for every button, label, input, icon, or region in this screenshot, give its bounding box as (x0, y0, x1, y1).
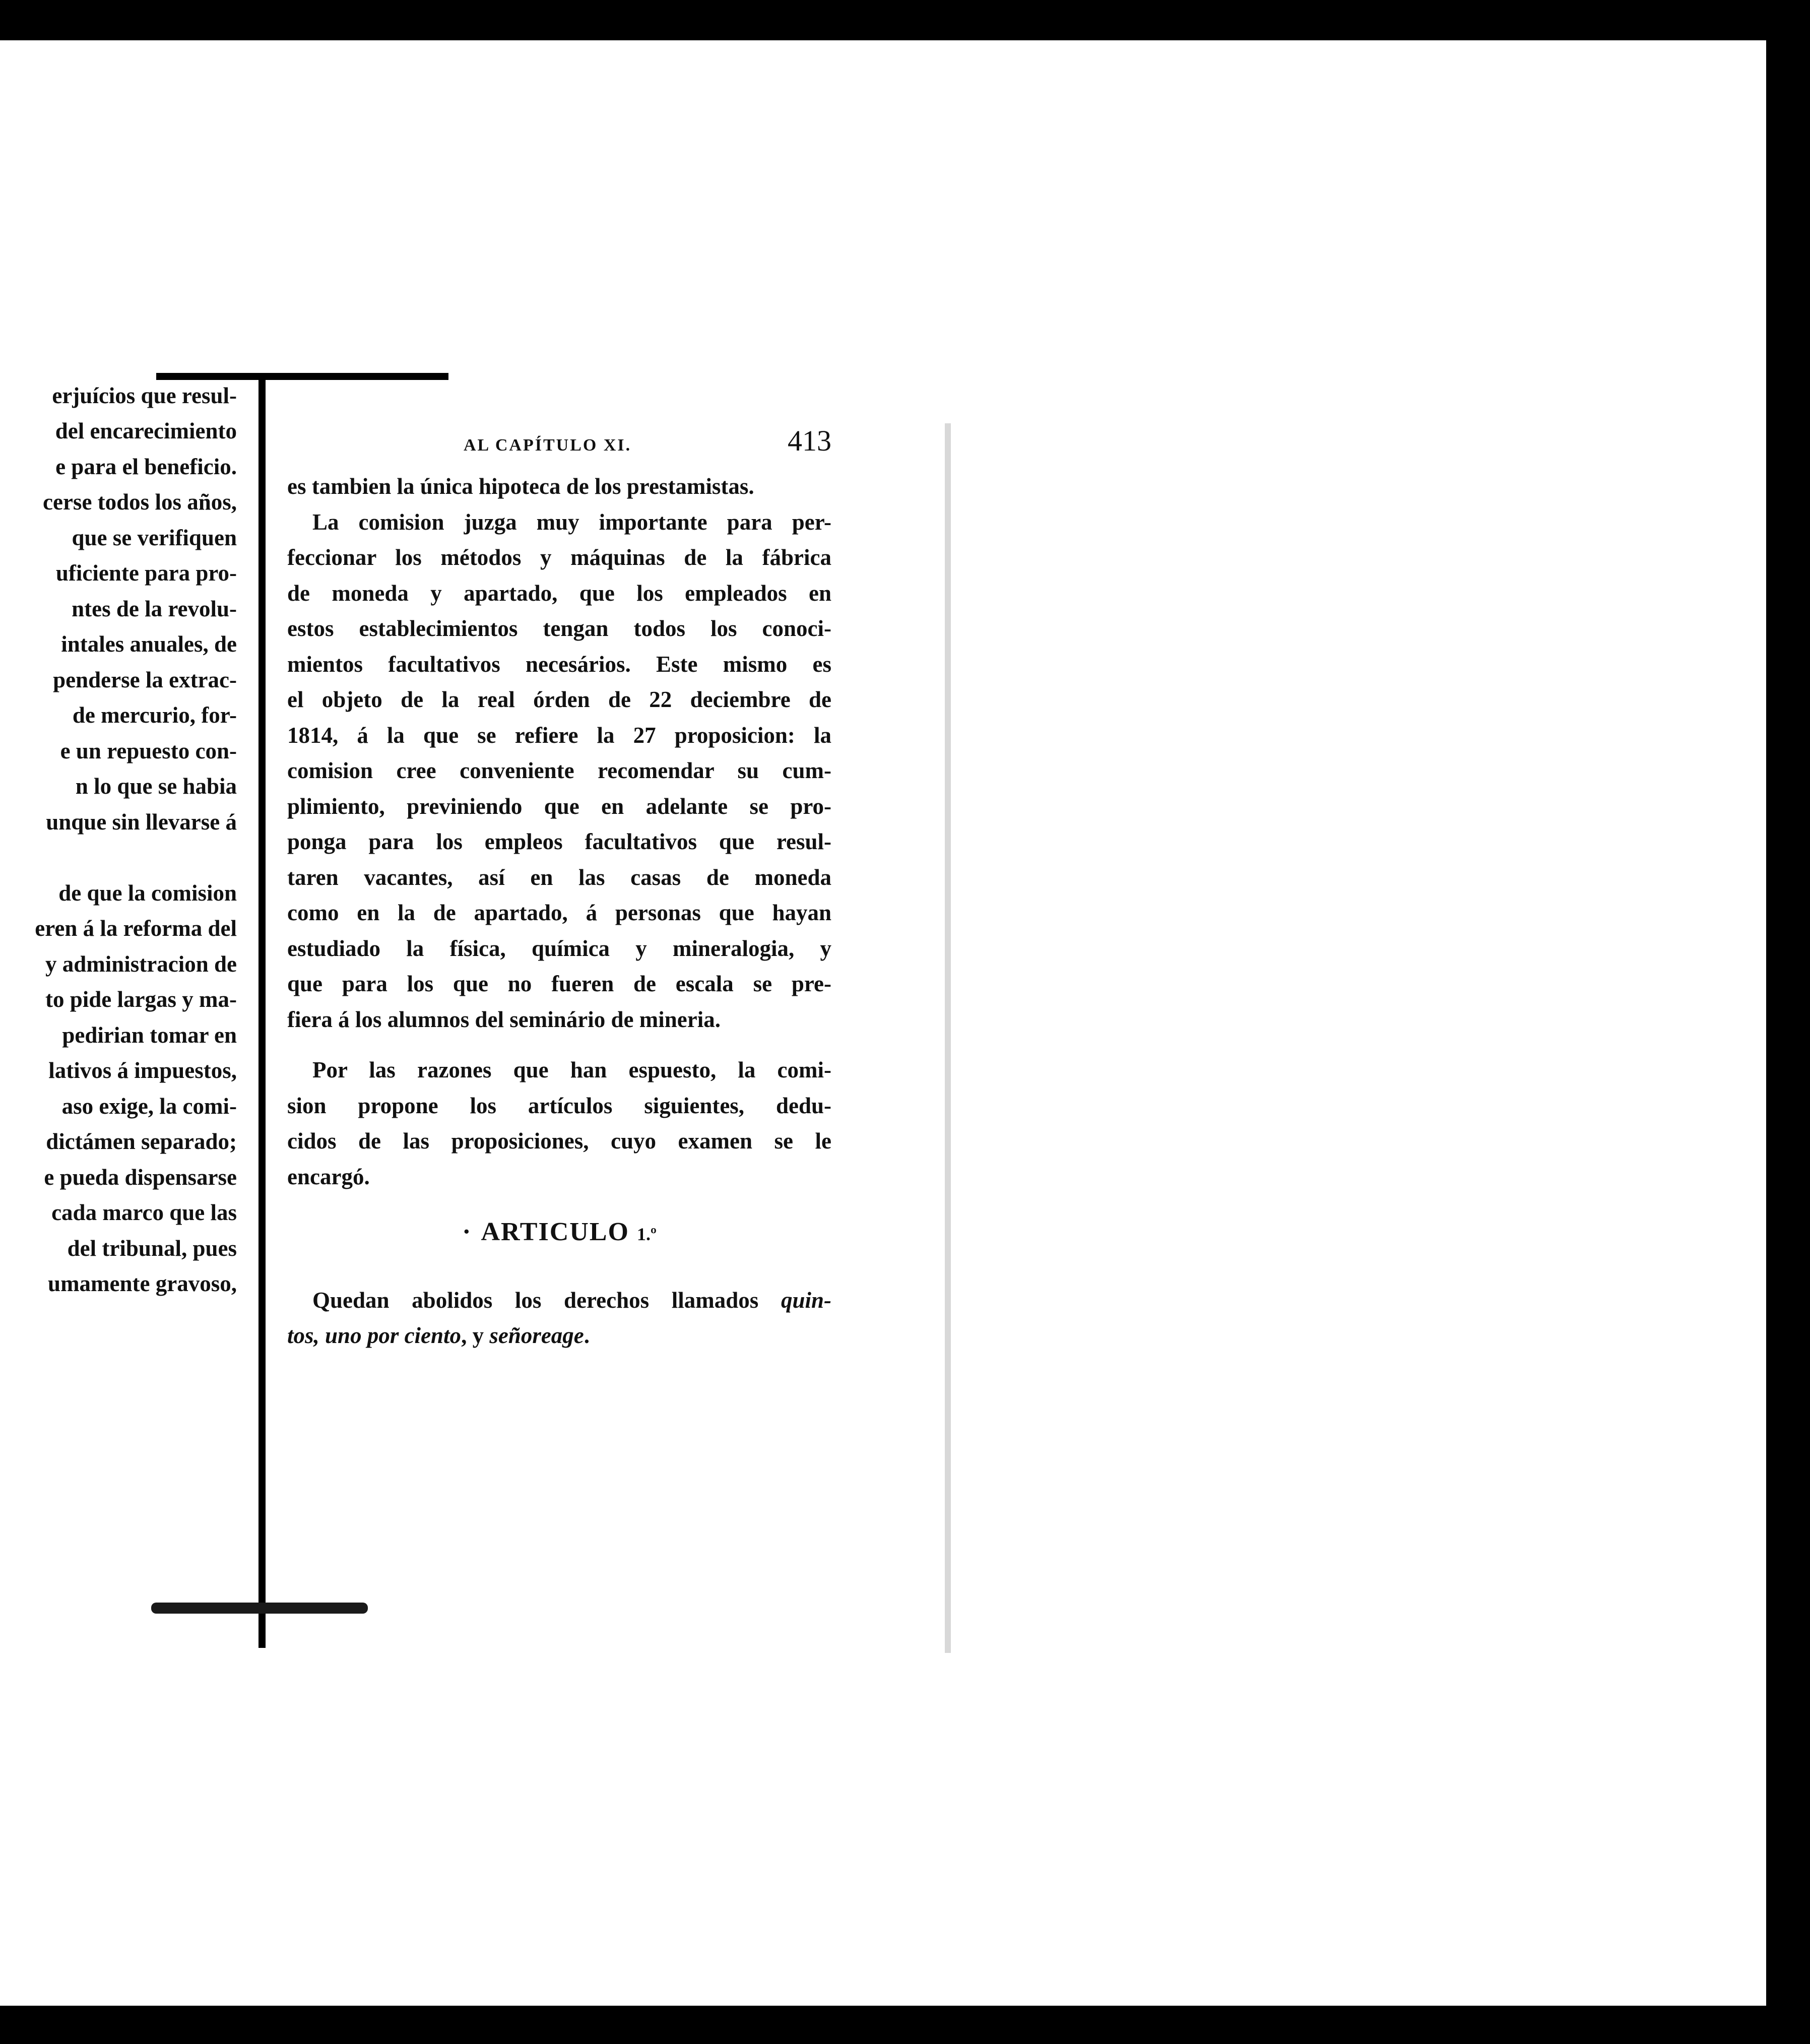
left-line: del encarecimiento (55, 418, 237, 443)
text-line: sion propone los artículos siguientes, dedu- (287, 1093, 831, 1118)
text-line: comision cree conveniente recomendar su cum- (287, 758, 831, 783)
paragraph-gap (287, 1037, 831, 1052)
plain-text: . (584, 1323, 590, 1348)
plain-text: , y (461, 1323, 490, 1348)
left-line: e un repuesto con- (60, 738, 237, 763)
left-line: penderse la extrac- (53, 667, 237, 692)
left-line: pedirian tomar en (62, 1023, 237, 1048)
left-line: de que la comision (58, 880, 237, 906)
left-line: e para el beneficio. (55, 454, 237, 479)
text-line: como en la de apartado, á personas que hayan (287, 900, 831, 925)
text-line: Por las razones que han espuesto, la comi- (312, 1057, 831, 1082)
text-line: fiera á los alumnos del seminário de mineria. (287, 1006, 721, 1032)
gutter-bottom-smudge (151, 1603, 368, 1614)
paragraph-comision (287, 504, 831, 1038)
scan-border-bottom (0, 2006, 1810, 2044)
left-line: erjuícios que resul- (52, 383, 237, 408)
left-line: de mercurio, for- (72, 702, 237, 728)
text-line: taren vacantes, así en las casas de moneda (287, 864, 831, 890)
left-line: n lo que se habia (75, 774, 237, 799)
left-line: aso exige, la comi- (61, 1094, 237, 1119)
page-number: 413 (788, 424, 831, 457)
text-line: cidos de las proposiciones, cuyo examen se le (287, 1128, 831, 1154)
italic-text: quin- (781, 1287, 831, 1313)
left-line: umamente gravoso, (48, 1271, 237, 1296)
left-line: cada marco que las (51, 1200, 237, 1225)
paragraph-razones (287, 1052, 831, 1194)
text-line: estudiado la física, química y mineralogia, y (287, 935, 831, 961)
left-line: y administracion de (45, 951, 237, 977)
running-head (287, 423, 831, 464)
gutter-top-rule (156, 373, 448, 380)
left-line: cerse todos los años, (43, 489, 237, 515)
left-page-fragment (0, 378, 237, 1527)
left-line: ntes de la revolu- (72, 596, 237, 621)
italic-text: señoreage (489, 1323, 584, 1348)
left-line: que se verifiquen (72, 525, 237, 550)
left-line: to pide largas y ma- (45, 987, 237, 1012)
heading-ordinal: 1.º (636, 1224, 657, 1244)
left-line: lativos á impuestos, (48, 1058, 237, 1083)
text-line: feccionar los métodos y máquinas de la fábrica (287, 545, 831, 570)
left-line: unque sin llevarse á (46, 809, 237, 835)
left-line: e pueda dispensarse (44, 1165, 237, 1190)
text-line: estos establecimientos tengan todos los conoci- (287, 616, 831, 641)
text-line: es tambien la única hipoteca de los prestamistas. (287, 474, 754, 499)
running-title: AL CAPÍTULO XI. (464, 436, 632, 455)
page-edge-shadow (945, 423, 951, 1653)
text-line (287, 1318, 831, 1354)
scan-border-right (1766, 40, 1810, 2006)
italic-text: tos, uno por ciento (287, 1323, 462, 1348)
article-heading (287, 1215, 831, 1252)
text-line (287, 1283, 831, 1318)
text-line: el objeto de la real órden de 22 deciembre de (287, 687, 831, 712)
right-page (287, 423, 831, 1354)
gutter-spine-rule (258, 378, 266, 1648)
heading-label: ARTICULO (481, 1218, 629, 1246)
text-line: 1814, á la que se refiere la 27 proposicion: la (287, 722, 831, 748)
text-line: plimiento, previniendo que en adelante se pro- (287, 793, 831, 819)
text-line: La comision juzga muy importante para per- (312, 509, 831, 535)
paragraph-continuation (287, 469, 831, 504)
plain-text: Quedan abolidos los derechos llamados (312, 1287, 781, 1313)
heading-bullet: · (462, 1218, 472, 1246)
text-line: que para los que no fueren de escala se pre- (287, 971, 831, 996)
text-line: mientos facultativos necesários. Este mismo es (287, 651, 831, 677)
left-line: del tribunal, pues (67, 1236, 237, 1261)
left-line: intales anuales, de (61, 631, 237, 657)
paragraph-article-text (287, 1283, 831, 1354)
text-line: ponga para los empleos facultativos que resul- (287, 829, 831, 854)
left-line: uficiente para pro- (55, 560, 237, 586)
scanned-page (0, 40, 1766, 2006)
left-line: dictámen separado; (46, 1129, 237, 1154)
text-line: de moneda y apartado, que los empleados en (287, 580, 831, 606)
text-line: encargó. (287, 1164, 370, 1189)
left-line: eren á la reforma del (35, 916, 237, 941)
